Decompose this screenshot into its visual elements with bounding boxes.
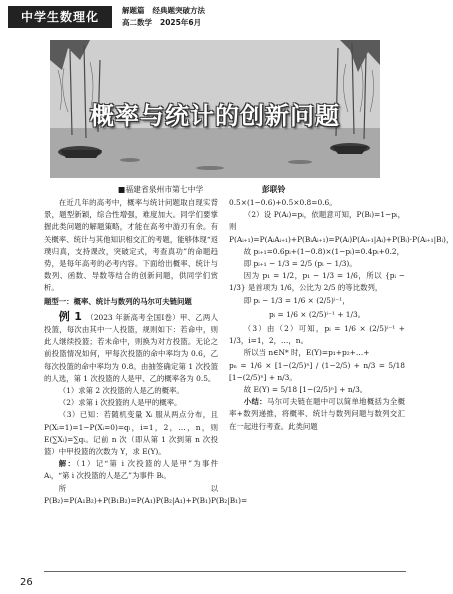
summary-text: 马尔可夫链在题中可以简单地概括为全概率+数列递推，将概率、统计与数列问题与数列交汇在一起进行考查。此类问题	[229, 397, 405, 431]
solution-line-r1: 0.5×(1−0.6)+0.5×0.8=0.6。	[229, 198, 337, 207]
author-school: ■福建省泉州市第七中学	[118, 185, 204, 194]
question-2: （2）求第 i 次投篮的人是甲的概率。	[58, 398, 182, 408]
page-number: 26	[20, 577, 33, 588]
solution-line-r5: 因为 p₁ = 1/2，p₁ − 1/3 = 1/6，所以 {pᵢ − 1/3} 是首项为 1/6，公比为 2/5 的等比数列，	[229, 271, 405, 293]
solution-line-r6: 即 pᵢ − 1/3 = 1/6 × (2/5)ⁱ⁻¹，	[243, 295, 350, 305]
author-name: 彭联铃	[262, 185, 286, 194]
header-date: 2025年6月	[160, 18, 202, 27]
section-heading: 题型一：概率、统计与数列的马尔可夫链问题	[44, 296, 192, 306]
solution-line-r9: 所以当 n∈N* 时，E(Y)=p₁+p₂+…+	[243, 348, 370, 358]
left-column	[44, 197, 248, 507]
solution-line-r10: pₙ = 1/6 × [1−(2/5)ⁿ] / (1−2/5) + n/3 = 5/18 [1−(2/5)ⁿ] + n/3。	[229, 360, 405, 382]
header-grade: 高二数学	[122, 18, 152, 27]
example-text: （2023 年新高考全国Ⅰ卷）甲、乙两人投篮，每次由其中一人投篮，规则如下：若命中，则此人继续投篮；若未命中，则换为对方投篮。无论之前投篮情况如何，甲每次投篮的命中率均为 0.6，乙每次投篮的命中率均为 0.8。由抽签确定第 1 次投篮的人选，第 1 次投篮的人是甲、乙的概率各为 0.5。	[44, 312, 218, 383]
solution-line-r3: 故 pᵢ₊₁=0.6pᵢ+(1−0.8)×(1−pᵢ)=0.4pᵢ+0.2，	[243, 246, 404, 256]
header-issue-line	[122, 17, 201, 28]
solution-line-r8: （3）由（2）可知，pᵢ = 1/6 × (2/5)ⁱ⁻¹ + 1/3，i=1，2，…，n。	[229, 324, 405, 346]
intro-paragraph: 在近几年的高考中，概率与统计问题取自现实背景，题型新颖，综合性增强，难度加大。同学们要掌握此类问题的解题策略，才能在高考中游刃有余。有关概率、统计与其他知识相交汇的考题，能够体现“返璞归真，支持课改，突破定式，考查真功”的命题趋势，是每年高考的必考内容。下面给出概率、统计与数列、函数、导数等结合的创新问题，供同学们赏析。	[44, 198, 218, 293]
summary-paragraph	[229, 396, 405, 433]
solution-part-2: 所以 P(B₂)=P(A₁B₂)+P(B₁B₂)=P(A₁)P(B₂|A₁)+P(B₁)P(B₂|B₁)=	[44, 483, 248, 505]
question-1: （1）求第 2 次投篮的人是乙的概率。	[58, 386, 184, 396]
title-banner	[50, 40, 380, 178]
header-subcolumn: 经典题突破方法	[152, 6, 205, 15]
footer-divider	[44, 571, 406, 572]
summary-label: 小结：	[243, 397, 267, 407]
right-column	[229, 197, 453, 433]
solution-line-r4: 即 pᵢ₊₁ − 1/3 = 2/5 (pᵢ − 1/3)。	[243, 259, 357, 269]
article-title: 概率与统计的创新问题	[90, 102, 340, 130]
example-1	[44, 311, 218, 385]
magazine-logo: 中学生数理化	[8, 6, 112, 28]
solution-line-r11: 故 E(Y) = 5/18 [1−(2/5)ⁿ] + n/3。	[243, 385, 368, 395]
solution-label: 解：	[58, 459, 77, 469]
solution-line-r2: （2）设 P(Aᵢ)=pᵢ，依题意可知，P(Bᵢ)=1−pᵢ，则 P(Aᵢ₊₁)=P(AᵢAᵢ₊₁)+P(BᵢAᵢ₊₁)=P(Aᵢ)P(Aᵢ₊₁|Aᵢ)+P(Bᵢ)·P(Aᵢ₊₁|Bᵢ)，	[229, 210, 453, 244]
question-3: （3）已知：若随机变量 Xᵢ 服从两点分布，且 P(Xᵢ=1)=1−P(Xᵢ=0)=qᵢ，i=1，2，…，n，则 E(∑Xᵢ)=∑qᵢ。记前 n 次（即从第 1 次到第 n 次投篮）中甲投篮的次数为 Y，求 E(Y)。	[44, 410, 218, 457]
header-column: 解题篇	[122, 6, 145, 15]
solution-part-1: （1）记“第 i 次投篮的人是甲”为事件 Aᵢ，“第 i 次投篮的人是乙”为事件 Bᵢ。	[44, 459, 218, 481]
header-column-line	[122, 5, 205, 16]
page-header	[0, 0, 427, 38]
formula-p-i: pᵢ = 1/6 × (2/5)ⁱ⁻¹ + 1/3。	[268, 309, 366, 319]
solution-start	[44, 458, 218, 482]
example-label: 例 1	[58, 309, 82, 323]
